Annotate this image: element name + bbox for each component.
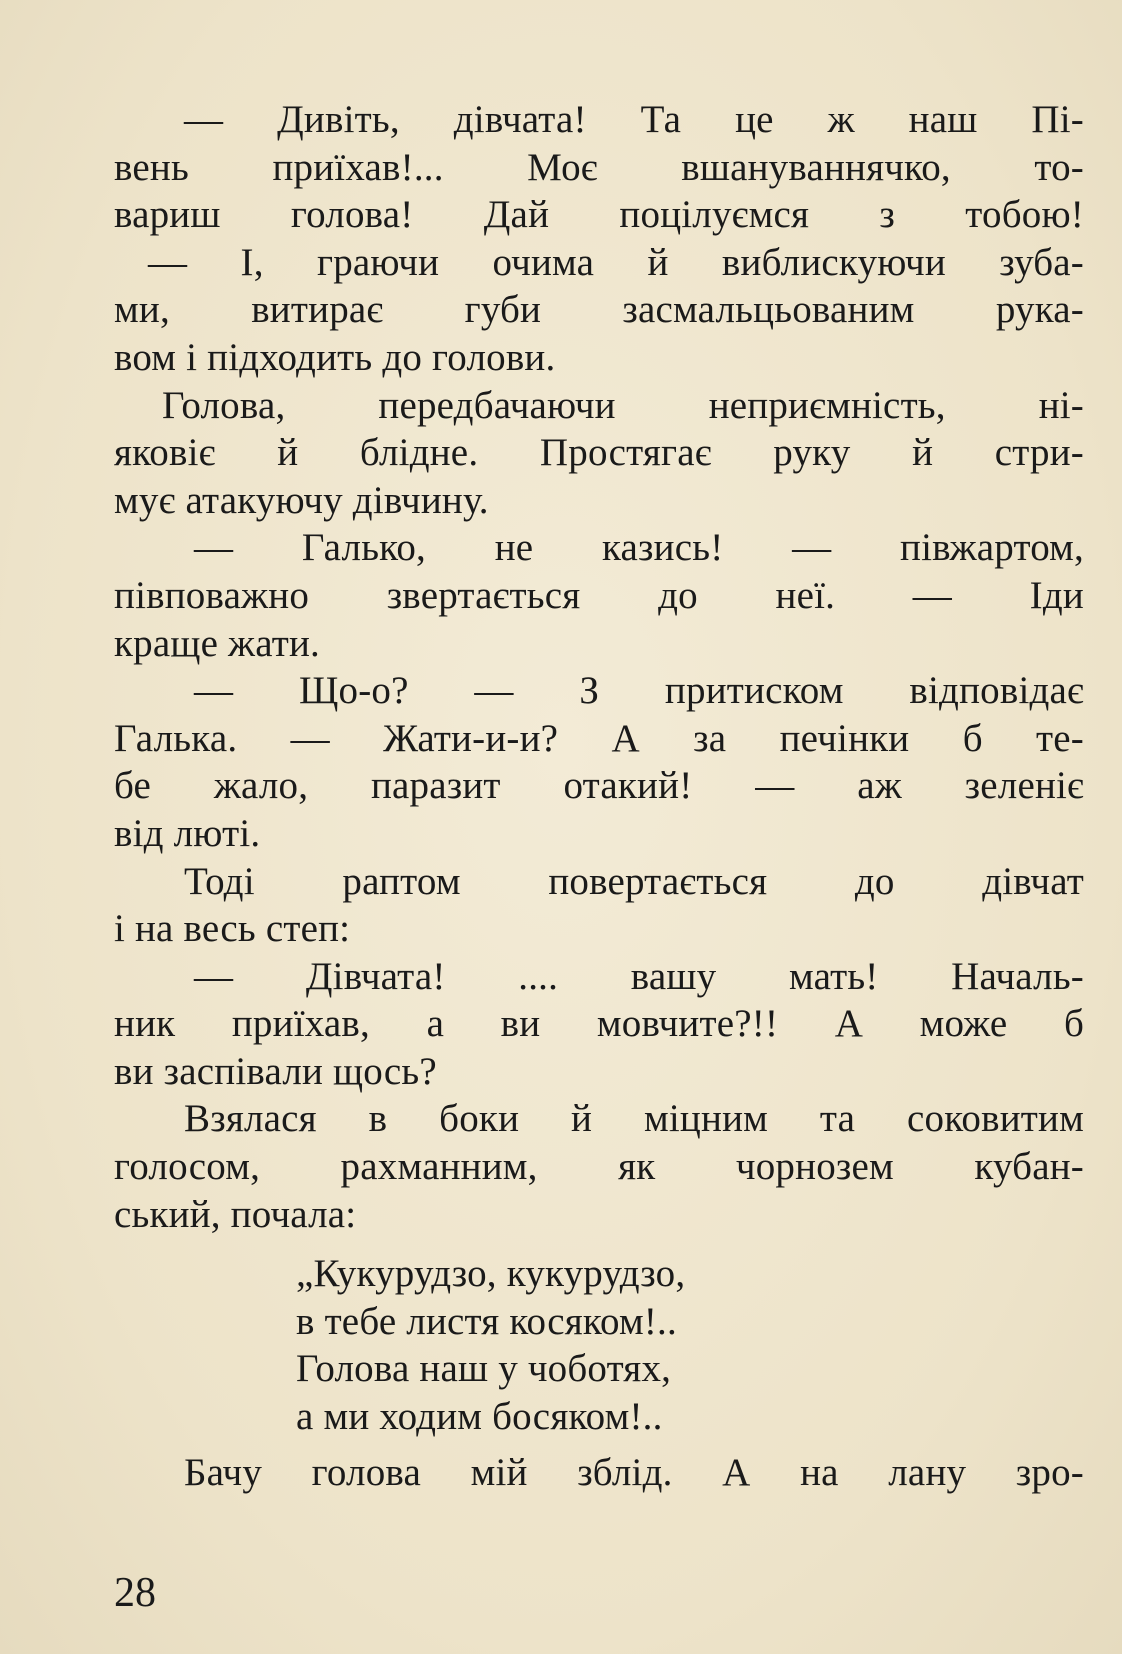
text-line: вень приїхав!... Моє вшануваннячко, то- [114, 145, 1084, 189]
text-line: вариш голова! Дай поцілуємся з тобою! [114, 193, 1084, 237]
text-line: яковіє й блідне. Простягає руку й стри- [114, 431, 1084, 475]
text-line: Голова, передбачаючи неприємність, ні- [162, 383, 1084, 427]
text-line: — І, граючи очима й виблискуючи зуба- [148, 240, 1084, 284]
text-line: — Дівчата! .... вашу мать! Началь- [194, 954, 1084, 998]
text-line: ський, почала: [114, 1192, 357, 1236]
verse-line: „Кукурудзо, кукурудзо, [296, 1252, 686, 1296]
text-line: ви заспівали щось? [114, 1049, 437, 1093]
text-line: — Що-о? — З притиском відповідає [194, 669, 1084, 713]
text-line: краще жати. [114, 621, 320, 665]
page-number: 28 [114, 1570, 156, 1616]
text-line: Галька. — Жати-и-и? А за печінки б те- [114, 716, 1084, 760]
page-text [114, 96, 1084, 1496]
text-line: мує атакуючу дівчину. [114, 478, 489, 522]
text-line: Взялася в боки й міцним та соковитим [184, 1097, 1084, 1141]
text-line: ми, витирає губи засмальцьованим рука- [114, 288, 1084, 332]
text-line: Бачу голова мій зблід. А на лану зро- [184, 1450, 1084, 1494]
text-line: — Галько, не казись! — півжартом, [194, 526, 1084, 570]
text-line: — Дивіть, дівчата! Та це ж наш Пі- [184, 98, 1084, 141]
verse-line: Голова наш у чоботях, [296, 1347, 672, 1391]
text-line: Тоді раптом повертається до дівчат [184, 859, 1084, 903]
verse-line: а ми ходим босяком!.. [296, 1395, 663, 1439]
text-line: голосом, рахманним, як чорнозем кубан- [114, 1145, 1084, 1189]
text-line: півповажно звертається до неї. — Іди [114, 573, 1084, 617]
text-line: бе жало, паразит отакий! — аж зеленіє [114, 764, 1084, 808]
text-line: і на весь степ: [114, 907, 351, 951]
text-line: вом і підходить до голови. [114, 335, 556, 379]
text-line: ник приїхав, а ви мовчите?!! А може б [114, 1002, 1084, 1046]
verse-line: в тебе листя косяком!.. [296, 1299, 677, 1343]
text-line: від люті. [114, 811, 261, 855]
